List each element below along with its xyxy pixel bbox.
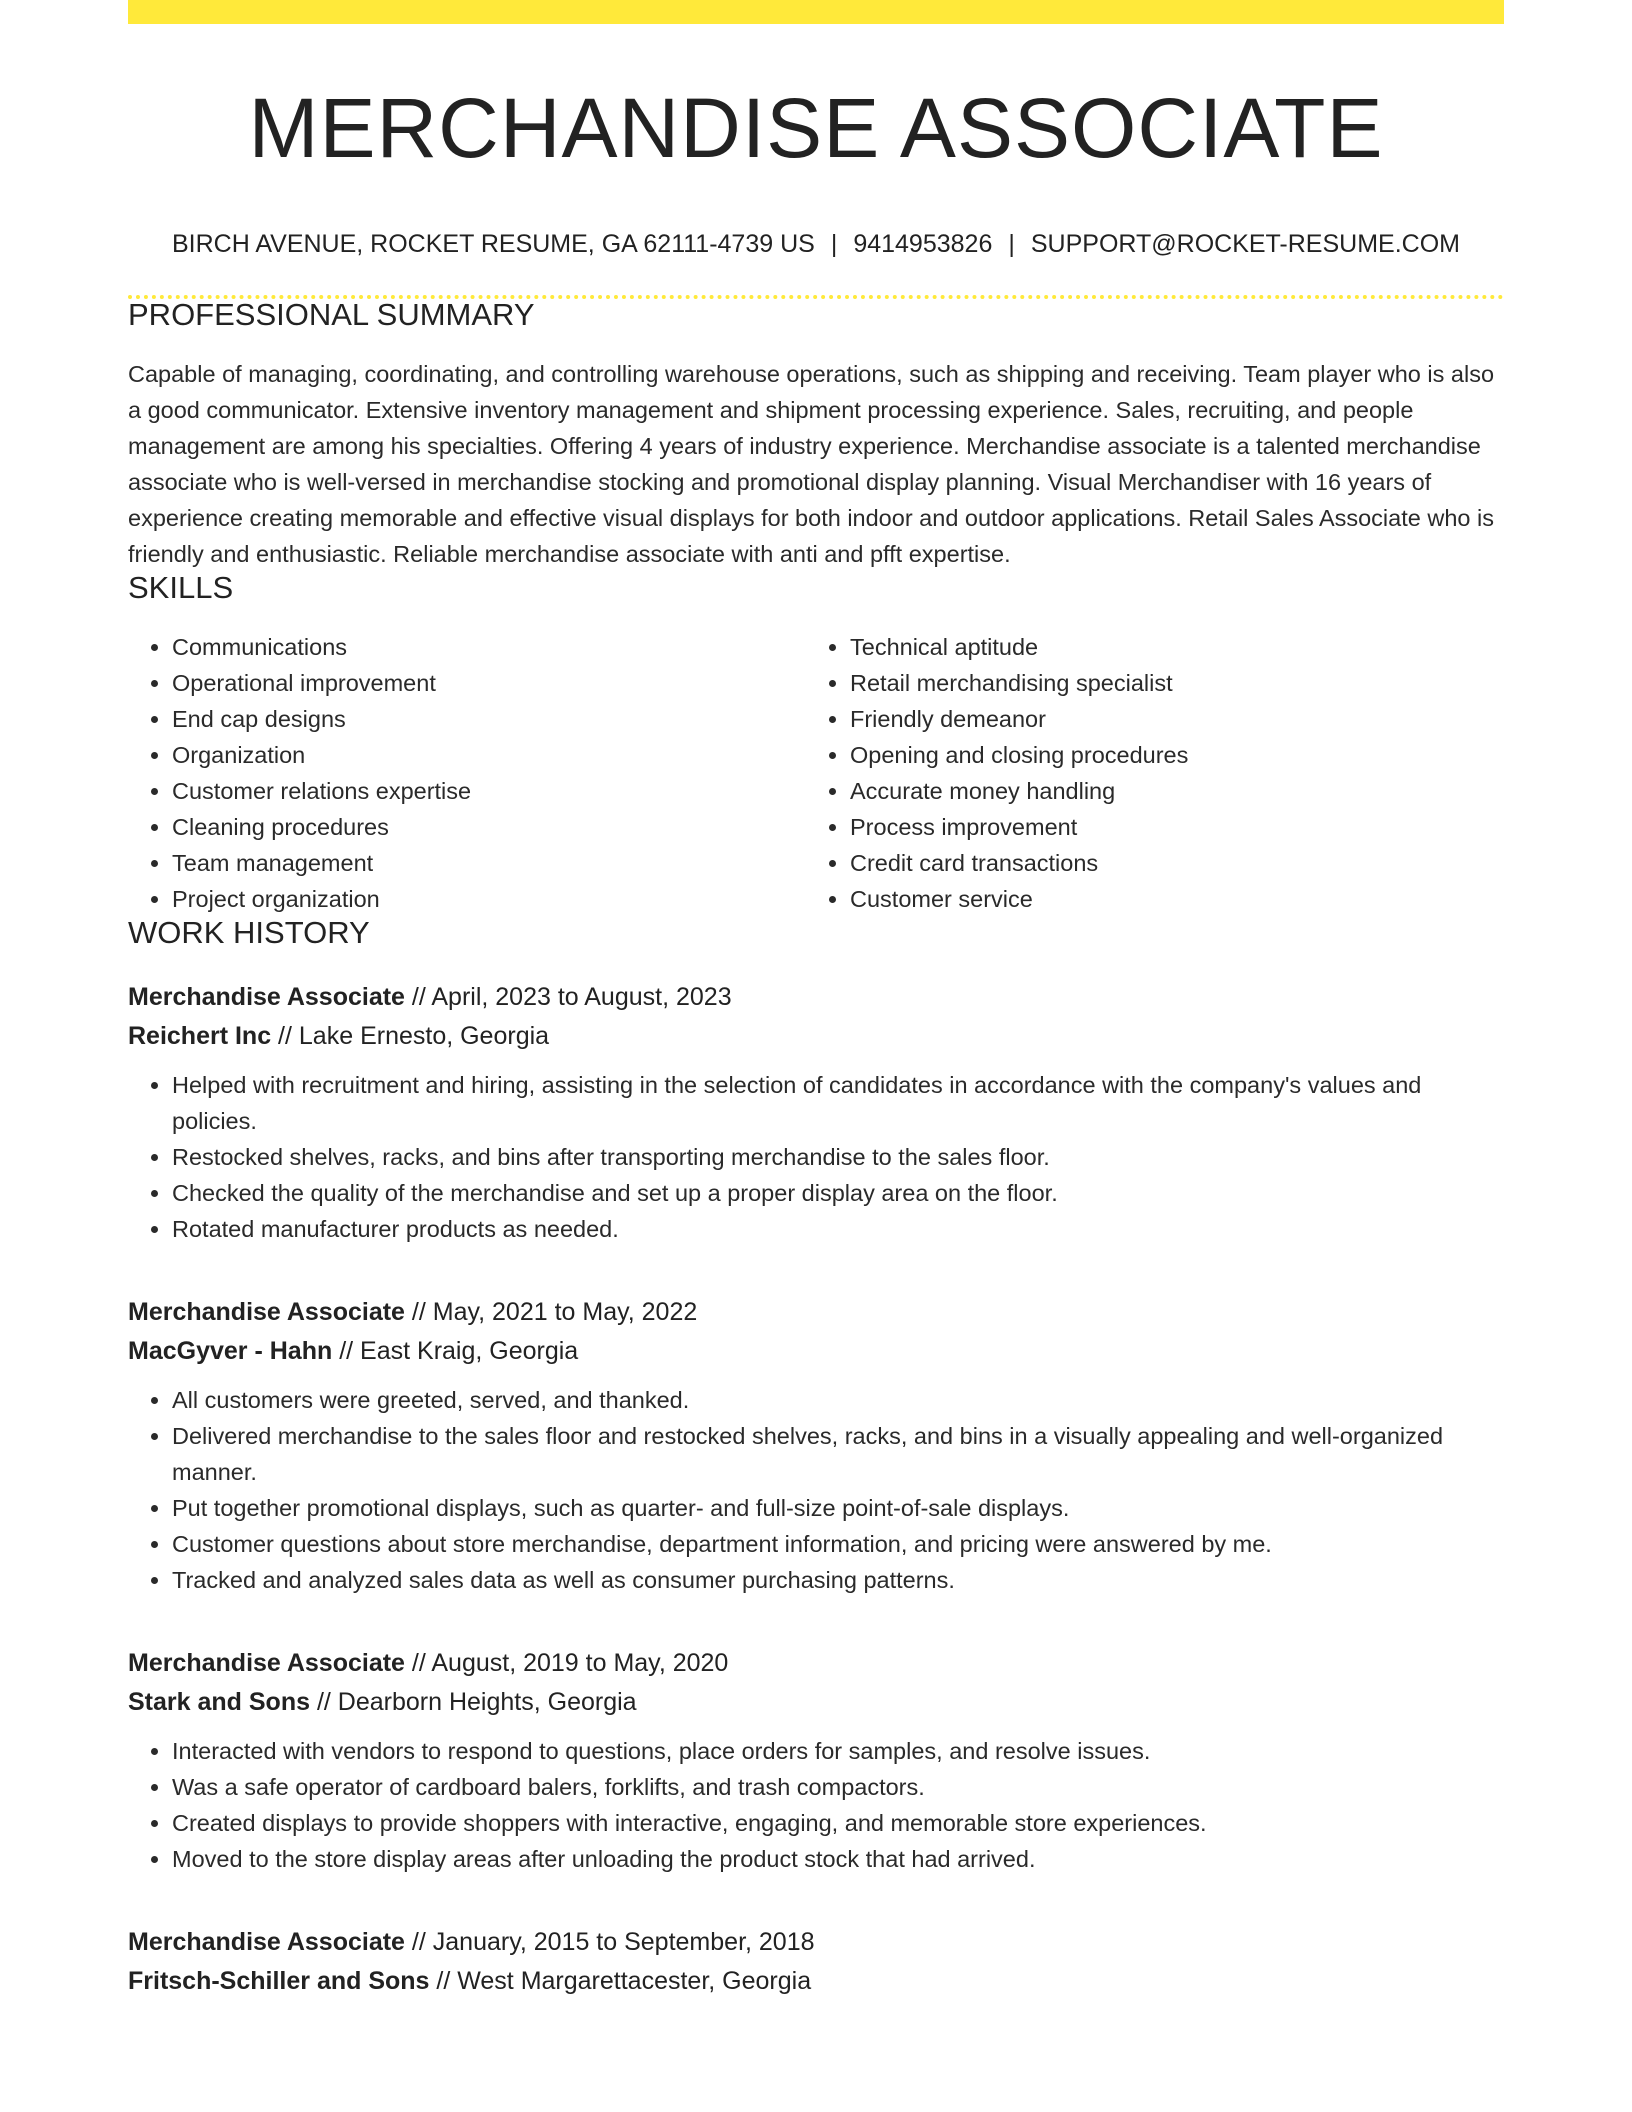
duty-item: • Delivered merchandise to the sales floor and restocked shelves, racks, and bins in a visually appealing and well-organized manner. — [172, 1418, 1504, 1490]
skill-item: • Cleaning procedures — [172, 809, 806, 845]
job-dates: January, 2015 to September, 2018 — [432, 1928, 815, 1956]
job-entry — [128, 1644, 1504, 1877]
contact-address: BIRCH AVENUE, ROCKET RESUME, GA 62111-4739 US — [171, 230, 815, 258]
job-location: West Margarettacester, Georgia — [457, 1967, 812, 1995]
duty-item: • Created displays to provide shoppers with interactive, engaging, and memorable store experiences. — [172, 1805, 1504, 1841]
job-company: Fritsch-Schiller and Sons — [128, 1967, 430, 1995]
job-duties — [128, 1382, 1504, 1598]
job-role: Merchandise Associate — [128, 1649, 405, 1677]
job-dates: April, 2023 to August, 2023 — [431, 983, 732, 1011]
resume-name: MERCHANDISE ASSOCIATE — [248, 81, 1384, 175]
job-title-line — [128, 1644, 1504, 1683]
skills-list — [128, 629, 1504, 917]
job-location: Dearborn Heights, Georgia — [337, 1688, 637, 1716]
skill-item: • Accurate money handling — [850, 773, 1484, 809]
job-separator: // — [332, 1337, 361, 1365]
job-title-line — [128, 1293, 1504, 1332]
job-duties — [128, 1733, 1504, 1877]
job-company-line — [128, 1683, 1504, 1722]
contact-separator: | — [830, 230, 838, 258]
job-separator: // — [404, 983, 432, 1011]
duty-item: • Customer questions about store merchandise, department information, and pricing were answered by me. — [172, 1526, 1504, 1562]
skill-item: • Team management — [172, 845, 806, 881]
duty-item: • Helped with recruitment and hiring, assisting in the selection of candidates in accordance with the company's values and policies. — [172, 1067, 1504, 1139]
job-role: Merchandise Associate — [128, 983, 405, 1011]
summary-text: Capable of managing, coordinating, and controlling warehouse operations, such as shipping and receiving. Team player who is also a good communicator. Extensive inventory management and shipment processing experience. Sales, recruiting, and people management are among his specialties. Offering 4 years of industry experience. Merchandise associate is a talented merchandise associate who is well-versed in merchandise stocking and promotional display planning. Visual Merchandiser with 16 years of experience creating memorable and effective visual displays for both indoor and outdoor applications. Retail Sales Associate who is friendly and enthusiastic. Reliable merchandise associate with anti and pfft expertise. — [128, 361, 1495, 567]
skill-item: • Opening and closing procedures — [850, 737, 1484, 773]
duty-item: • All customers were greeted, served, and thanked. — [172, 1382, 1504, 1418]
job-company-line — [128, 1017, 1504, 1056]
job-location: East Kraig, Georgia — [360, 1337, 579, 1365]
skill-item: • Organization — [172, 737, 806, 773]
skill-item: • Credit card transactions — [850, 845, 1484, 881]
job-company: Stark and Sons — [128, 1688, 310, 1716]
job-role: Merchandise Associate — [128, 1298, 405, 1326]
skill-item: • Communications — [172, 629, 806, 665]
skill-item: • Friendly demeanor — [850, 701, 1484, 737]
skill-item: • Customer relations expertise — [172, 773, 806, 809]
resume-page — [128, 0, 1504, 2001]
skills-column-left — [128, 629, 806, 917]
duty-item: • Checked the quality of the merchandise and set up a proper display area on the floor. — [172, 1175, 1504, 1211]
job-dates: May, 2021 to May, 2022 — [432, 1298, 698, 1326]
job-separator: // — [404, 1928, 433, 1956]
contact-email: SUPPORT@ROCKET-RESUME.COM — [1030, 230, 1460, 258]
duty-item: • Was a safe operator of cardboard balers, forklifts, and trash compactors. — [172, 1769, 1504, 1805]
skill-item: • Operational improvement — [172, 665, 806, 701]
contact-phone: 9414953826 — [853, 230, 993, 258]
job-dates: August, 2019 to May, 2020 — [431, 1649, 729, 1677]
skill-item: • Project organization — [172, 881, 806, 917]
job-separator: // — [404, 1298, 433, 1326]
job-separator: // — [271, 1022, 299, 1050]
job-separator: // — [429, 1967, 458, 1995]
job-company-line — [128, 1332, 1504, 1371]
accent-top-bar — [128, 0, 1504, 24]
duty-item: • Rotated manufacturer products as needed. — [172, 1211, 1504, 1247]
summary-heading: PROFESSIONAL SUMMARY — [128, 297, 535, 332]
work-history-heading: WORK HISTORY — [128, 915, 370, 950]
skill-item: • Technical aptitude — [850, 629, 1484, 665]
job-company: MacGyver - Hahn — [128, 1337, 333, 1365]
job-entry — [128, 1923, 1504, 2001]
skills-column-right — [806, 629, 1484, 917]
job-separator: // — [310, 1688, 338, 1716]
job-duties — [128, 1067, 1504, 1247]
skill-item: • End cap designs — [172, 701, 806, 737]
skills-heading: SKILLS — [128, 570, 234, 605]
contact-separator: | — [1008, 230, 1015, 258]
job-title-line — [128, 978, 1504, 1017]
job-company-line — [128, 1962, 1504, 2001]
duty-item: • Tracked and analyzed sales data as well as consumer purchasing patterns. — [172, 1562, 1504, 1598]
job-separator: // — [404, 1649, 432, 1677]
job-company: Reichert Inc — [128, 1022, 272, 1050]
duty-item: • Restocked shelves, racks, and bins after transporting merchandise to the sales floor. — [172, 1139, 1504, 1175]
skill-item: • Retail merchandising specialist — [850, 665, 1484, 701]
job-title-line — [128, 1923, 1504, 1962]
duty-item: • Interacted with vendors to respond to questions, place orders for samples, and resolve issues. — [172, 1733, 1504, 1769]
skill-item: • Customer service — [850, 881, 1484, 917]
job-location: Lake Ernesto, Georgia — [298, 1022, 550, 1050]
duty-item: • Put together promotional displays, such as quarter- and full-size point-of-sale displays. — [172, 1490, 1504, 1526]
job-entry — [128, 978, 1504, 1247]
skill-item: • Process improvement — [850, 809, 1484, 845]
job-entry — [128, 1293, 1504, 1598]
job-role: Merchandise Associate — [128, 1928, 405, 1956]
duty-item: • Moved to the store display areas after unloading the product stock that had arrived. — [172, 1841, 1504, 1877]
contact-line — [128, 232, 1504, 257]
